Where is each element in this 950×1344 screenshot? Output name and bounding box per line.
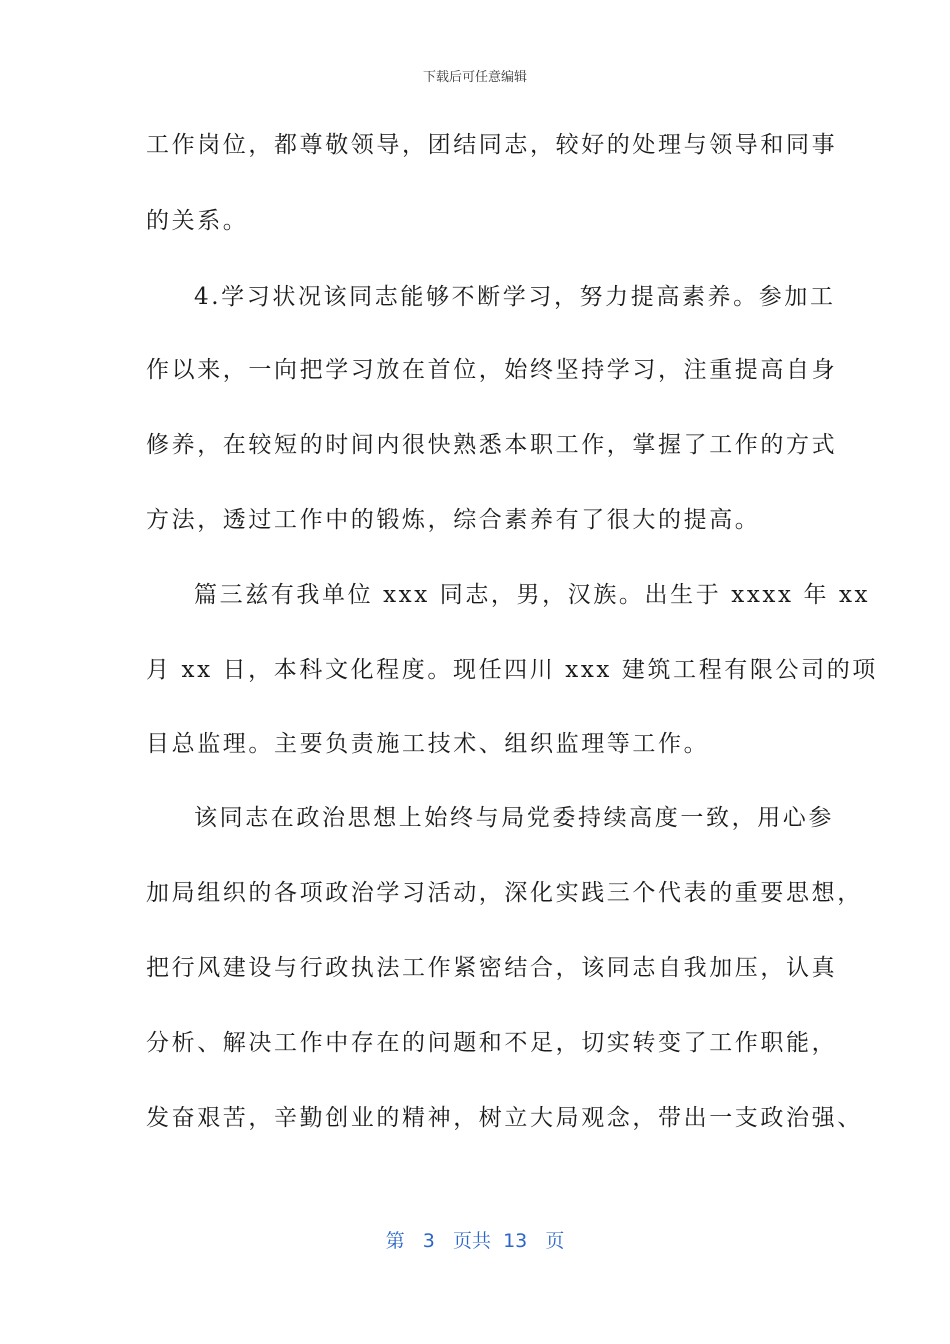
body-line: 月 xx 日，本科文化程度。现任四川 xxx 建筑工程有限公司的项 (146, 657, 878, 683)
body-line: 方法，透过工作中的锻炼，综合素养有了很大的提高。 (146, 507, 761, 533)
body-line: 目总监理。主要负责施工技术、组织监理等工作。 (146, 731, 710, 757)
body-line: 作以来，一向把学习放在首位，始终坚持学习，注重提高自身 (146, 357, 838, 383)
body-line: 工作岗位，都尊敬领导，团结同志，较好的处理与领导和同事 (146, 132, 838, 158)
footer-suffix: 页 (545, 1230, 565, 1252)
body-line: 修养，在较短的时间内很快熟悉本职工作，掌握了工作的方式 (146, 432, 838, 458)
page-total: 13 (503, 1230, 528, 1252)
footer-middle: 页共 (452, 1230, 491, 1252)
page-footer (0, 1226, 950, 1253)
body-line: 加局组织的各项政治学习活动，深化实践三个代表的重要思想， (146, 880, 863, 906)
body-line: 篇三兹有我单位 xxx 同志，男，汉族。出生于 xxxx 年 xx (194, 582, 871, 608)
page-number: 3 (422, 1230, 435, 1252)
body-line: 把行风建设与行政执法工作紧密结合，该同志自我加压，认真 (146, 955, 838, 981)
body-line: 该同志在政治思想上始终与局党委持续高度一致，用心参 (194, 805, 834, 831)
page-header: 下载后可任意编辑 (422, 70, 527, 85)
body-line: 4.学习状况该同志能够不断学习，努力提高素养。参加工 (194, 284, 836, 310)
body-line: 发奋艰苦，辛勤创业的精神，树立大局观念，带出一支政治强、 (146, 1105, 863, 1131)
body-line: 的关系。 (146, 208, 249, 234)
body-line: 分析、解决工作中存在的问题和不足，切实转变了工作职能， (146, 1030, 838, 1056)
footer-prefix: 第 (385, 1230, 405, 1252)
